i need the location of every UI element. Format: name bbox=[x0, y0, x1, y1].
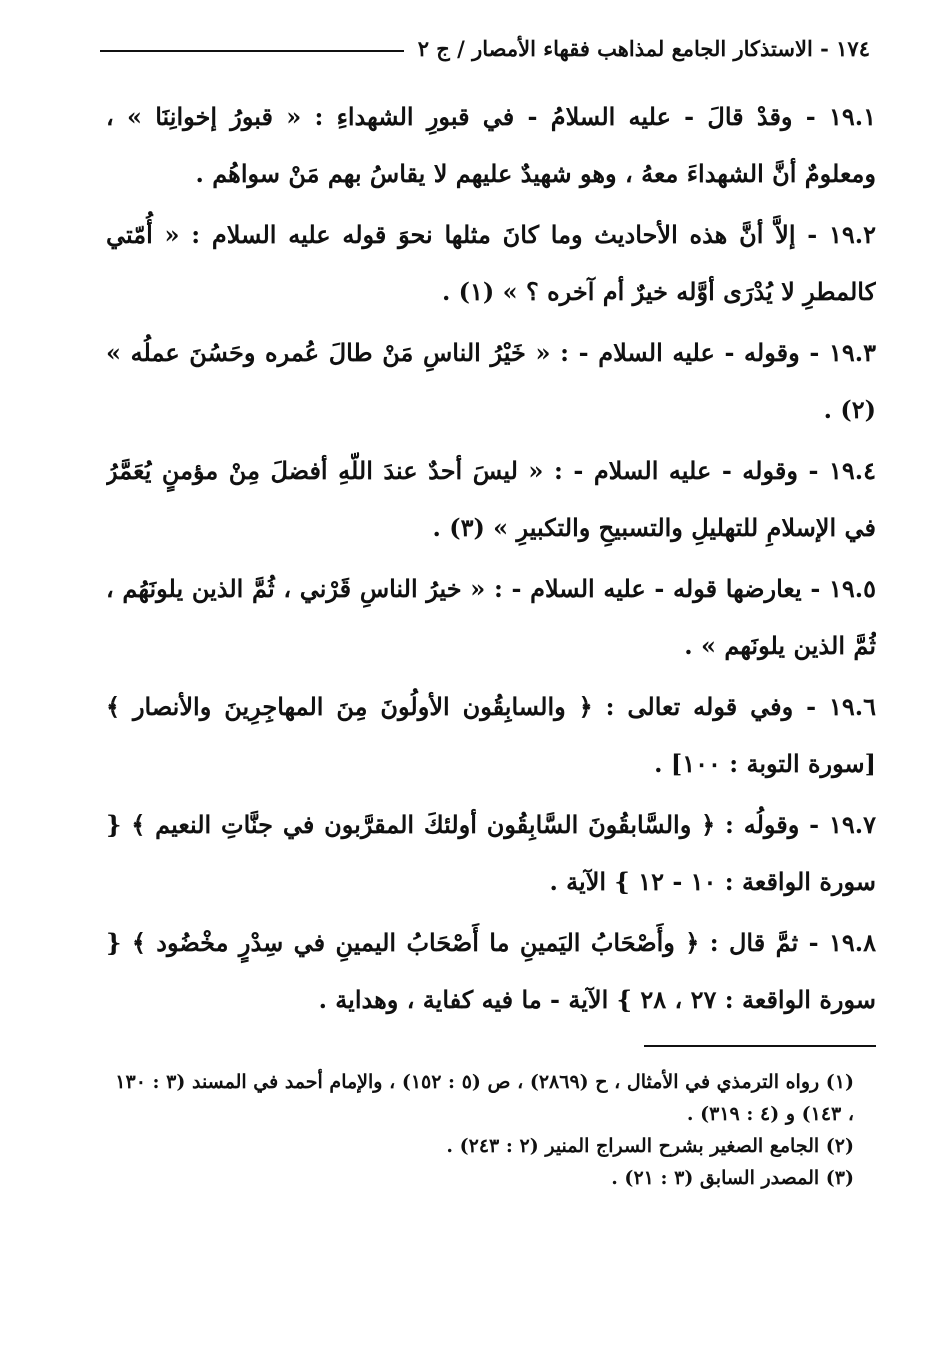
paragraph-19-4: ١٩.٤ - وقوله - عليه السلام - : « ليسَ أحدٌ عندَ اللّهِ أفضلَ مِنْ مؤمنٍ يُعَمَّرُ في الإسلامِ للتهليلِ والتسبيحِ والتكبيرِ » (٣) . bbox=[106, 456, 876, 542]
footnotes bbox=[106, 1066, 876, 1194]
running-head-text: ١٧٤ - الاستذكار الجامع لمذاهب فقهاء الأمصار / ج ٢ bbox=[417, 35, 870, 61]
paragraph-19-7: ١٩.٧ - وقولُه : ﴿ والسَّابقُونَ السَّابِقُون أولئكَ المقرَّبون في جنَّاتِ النعيم ﴾ { سورة الواقعة : ١٠ - ١٢ } الآية . bbox=[106, 810, 876, 896]
paragraph-19-1: ١٩.١ - وقدْ قالَ - عليه السلامُ - في قبورِ الشهداءِ : « قبورُ إخوانِنَا » ، ومعلومٌ أنَّ الشهداءَ معهُ ، وهو شهيدٌ عليهم لا يقاسُ بهم مَنْ سواهُم . bbox=[106, 102, 876, 188]
main-text bbox=[106, 88, 876, 1032]
paragraph-19-8: ١٩.٨ - ثمَّ قال : ﴿ وأَصْحَابُ اليَمينِ ما أَصْحَابُ اليمينِ في سِدْرٍ مخْضُود ﴾ { سورة الواقعة : ٢٧ ، ٢٨ } الآية - ما فيه كفاية ، وهداية . bbox=[106, 928, 876, 1014]
paragraph-19-2: ١٩.٢ - إلاَّ أنَّ هذه الأحاديث وما كانَ مثلها نحوَ قوله عليه السلام : « أُمّتي كالمطرِ لا يُدْرَى أوَّله خيرٌ أم آخره ؟ » (١) . bbox=[106, 220, 876, 306]
paragraph-19-6: ١٩.٦ - وفي قوله تعالى : ﴿ والسابِقُون الأولُونَ مِنَ المهاجِرِينَ والأنصار ﴾ [سورة التوبة : ١٠٠] . bbox=[106, 692, 876, 778]
footnote-separator bbox=[644, 1045, 876, 1047]
footnote-1: (١) رواه الترمذي في الأمثال ، ح (٢٨٦٩) ، ص (٥ : ١٥٢) ، والإمام أحمد في المسند (٣ : ١٣٠ ، ١٤٣) و (٤ : ٣١٩) . bbox=[115, 1071, 854, 1125]
footnote-2: (٢) الجامع الصغير بشرح السراج المنير (٢ : ٢٤٣) . bbox=[446, 1135, 854, 1157]
paragraph-19-5: ١٩.٥ - يعارضها قوله - عليه السلام - : « خيرُ الناسِ قَرْني ، ثُمَّ الذين يلونَهُم ، ثُمَّ الذين يلونَهم » . bbox=[106, 574, 876, 660]
running-head-rule bbox=[100, 50, 404, 52]
footnote-3: (٣) المصدر السابق (٣ : ٢١) . bbox=[611, 1167, 854, 1189]
running-head bbox=[100, 28, 870, 68]
paragraph-19-3: ١٩.٣ - وقوله - عليه السلام - : « خَيْرُ الناسِ مَنْ طالَ عُمره وحَسُنَ عملُه » (٢) . bbox=[106, 338, 876, 424]
